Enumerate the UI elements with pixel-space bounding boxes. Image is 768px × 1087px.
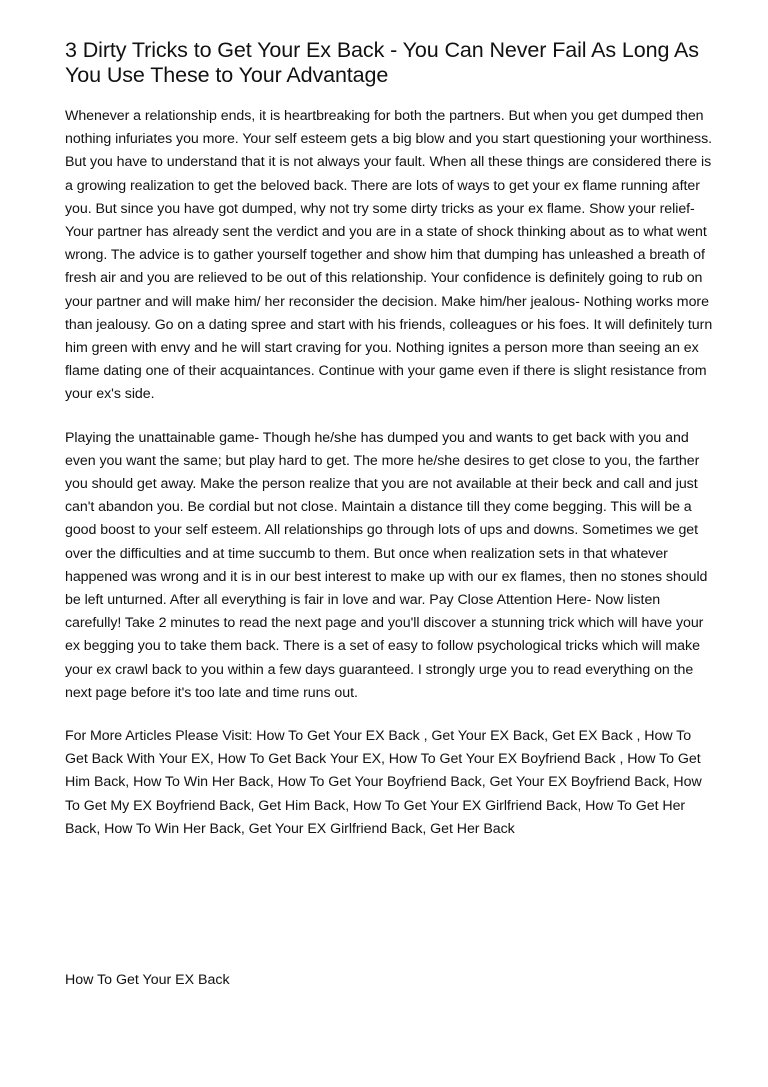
articles-links-paragraph: For More Articles Please Visit: How To Get Your EX Back , Get Your EX Back, Get EX Back , How To Get Back With Your EX, How To Get Back Your EX, How To Get Your EX Boyfriend Back , How To Get Him Back, How To Win Her Back, How To Get Your Boyfriend Back, Get Your EX Boyfriend Back, How To Get My EX Boyfriend Back, Get Him Back, How To Get Your EX Girlfriend Back, How To Get Her Back, How To Win Her Back, Get Your EX Girlfriend Back, Get Her Back (65, 728, 702, 837)
document-title: 3 Dirty Tricks to Get Your Ex Back - You Can Never Fail As Long As You Use These to Your Advantage (65, 38, 699, 87)
document-page (65, 38, 715, 861)
page-footer: How To Get Your EX Back (65, 972, 230, 988)
body-paragraph-2: Playing the unattainable game- Though he/she has dumped you and wants to get back with you and even you want the same; but play hard to get. The more he/she desires to get close to you, the farther you should get away. Make the person realize that you are not available at their beck and call and just can't abandon you. Be cordial but not close. Maintain a distance till they come begging. This will be a good boost to your self esteem. All relationships go through lots of ups and downs. Sometimes we get over the difficulties and at time succumb to them. But once when realization sets in that whatever happened was wrong and it is in our best interest to make up with our ex flames, then no stones should be left unturned. After all everything is fair in love and war. Pay Close Attention Here- Now listen carefully! Take 2 minutes to read the next page and you'll discover a stunning trick which will have your ex begging you to take them back. There is a set of easy to follow psychological tricks which will make your ex crawl back to you within a few days guaranteed. I strongly urge you to read everything on the next page before it's too late and time runs out. (65, 429, 708, 701)
body-paragraph-1: Whenever a relationship ends, it is heartbreaking for both the partners. But when you get dumped then nothing infuriates you more. Your self esteem gets a big blow and you start questioning your worthiness. But you have to understand that it is not always your fault. When all these things are considered there is a growing realization to get the beloved back. There are lots of ways to get your ex flame running after you. But since you have got dumped, why not try some dirty tricks as your ex flame. Show your relief- Your partner has already sent the verdict and you are in a state of shock thinking about as to what went wrong. The advice is to gather yourself together and show him that dumping has unleashed a breath of fresh air and you are relieved to be out of this relationship. Your confidence is definitely going to rub on your partner and will make him/ her reconsider the decision. Make him/her jealous- Nothing works more than jealousy. Go on a dating spree and start with his friends, colleagues or his foes. It will definitely turn him green with envy and he will start craving for you. Nothing ignites a person more than seeing an ex flame dating one of their acquaintances. Continue with your game even if there is slight resistance from your ex's side. (65, 108, 713, 403)
